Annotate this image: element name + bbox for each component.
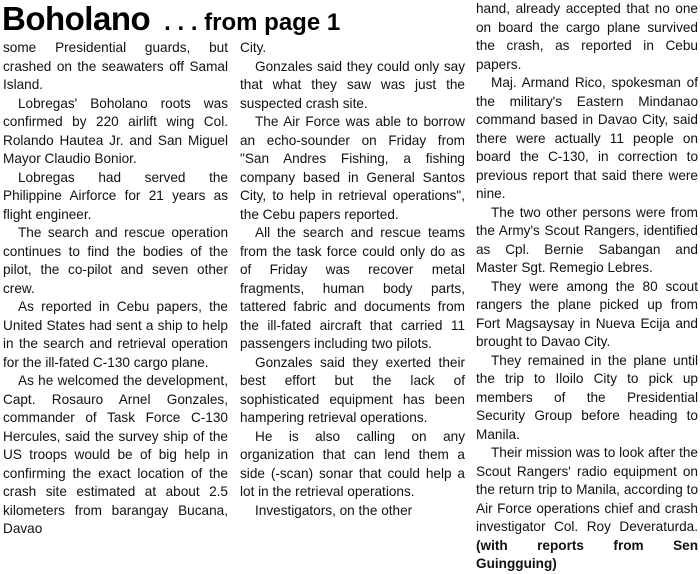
article-paragraph: Gonzales said they could only say that what they saw was just the suspected crash site. bbox=[240, 58, 465, 111]
article-paragraph-final bbox=[476, 444, 698, 574]
article-paragraph: The Air Force was able to borrow an echo-sounder on Friday from "San Andres Fishing, a fishing company based in General Santos City, to help in retrieval operations", the Cebu papers reported. bbox=[240, 114, 465, 222]
article-column-3 bbox=[476, 0, 698, 571]
article-paragraph: Investigators, on the other bbox=[255, 502, 413, 518]
article-paragraph: hand, already accepted that no one on board the cargo plane survived the crash, as reported in Cebu papers. bbox=[476, 1, 698, 72]
article-column-1 bbox=[3, 39, 228, 536]
article-paragraph: Gonzales said they exerted their best effort but the lack of sophisticated equipment has been hampering retrieval operations. bbox=[240, 354, 465, 425]
article-paragraph: City. bbox=[240, 40, 267, 55]
headline bbox=[2, 0, 340, 40]
article-paragraph: They were among the 80 scout rangers the plane picked up from Fort Magsaysay in Nueva Ecija and brought to Davao City. bbox=[476, 278, 698, 349]
article-column-2 bbox=[240, 39, 465, 532]
article-paragraph: As reported in Cebu papers, the United States had sent a ship to help in the search and retrieval operation for the ill-fated C-130 cargo plane. bbox=[3, 299, 228, 370]
headline-continuation: . . . from page 1 bbox=[164, 9, 341, 36]
headline-kicker: Boholano bbox=[2, 0, 151, 37]
article-paragraph: All the search and rescue teams from the task force could only do as of Friday was recover metal fragments, human body parts, tattered fabric and documents from the ill-fated aircraft that carried 11 passengers including two pilots. bbox=[240, 225, 465, 351]
byline: (with reports from Sen Guingguing) bbox=[476, 537, 698, 571]
article-paragraph: Lobregas' Boholano roots was confirmed by 220 airlift wing Col. Rolando Hautea Jr. and San Miguel Mayor Claudio Bonior. bbox=[3, 95, 228, 166]
article-paragraph: They remained in the plane until the trip to Iloilo City to pick up members of the Presidential Security Group before heading to Manila. bbox=[476, 352, 698, 442]
article-paragraph-text: Their mission was to look after the Scout Rangers' radio equipment on the return trip to Manila, according to Air Force operations chief and crash investigator Col. Roy Deveraturda. bbox=[476, 445, 698, 534]
article-paragraph: He is also calling on any organization that can lend them a side (-scan) sonar that could help a lot in the retrieval operations. bbox=[240, 428, 465, 499]
article-paragraph: some Presidential guards, but crashed on the seawaters off Samal Island. bbox=[3, 40, 228, 92]
article-paragraph: The two other persons were from the Army's Scout Rangers, identified as Cpl. Bernie Sabangan and Master Sgt. Remegio Lebres. bbox=[476, 204, 698, 275]
article-paragraph: Lobregas had served the Philippine Airforce for 21 years as flight engineer. bbox=[3, 169, 228, 222]
article-paragraph: Maj. Armand Rico, spokesman of the military's Eastern Mindanao command based in Davao City, said there were actually 11 people on board the C-130, in correction to previous report that said there were nine. bbox=[476, 75, 698, 201]
article-paragraph: The search and rescue operation continues to find the bodies of the pilot, the co-pilot and seven other crew. bbox=[3, 225, 228, 296]
article-paragraph: As he welcomed the development, Capt. Rosauro Arnel Gonzales, commander of Task Force C-130 Hercules, said the survey ship of the US troops would be of big help in confirming the exact location of the crash site estimated at about 2.5 kilometers from barangay Bucana, Davao bbox=[3, 373, 228, 536]
